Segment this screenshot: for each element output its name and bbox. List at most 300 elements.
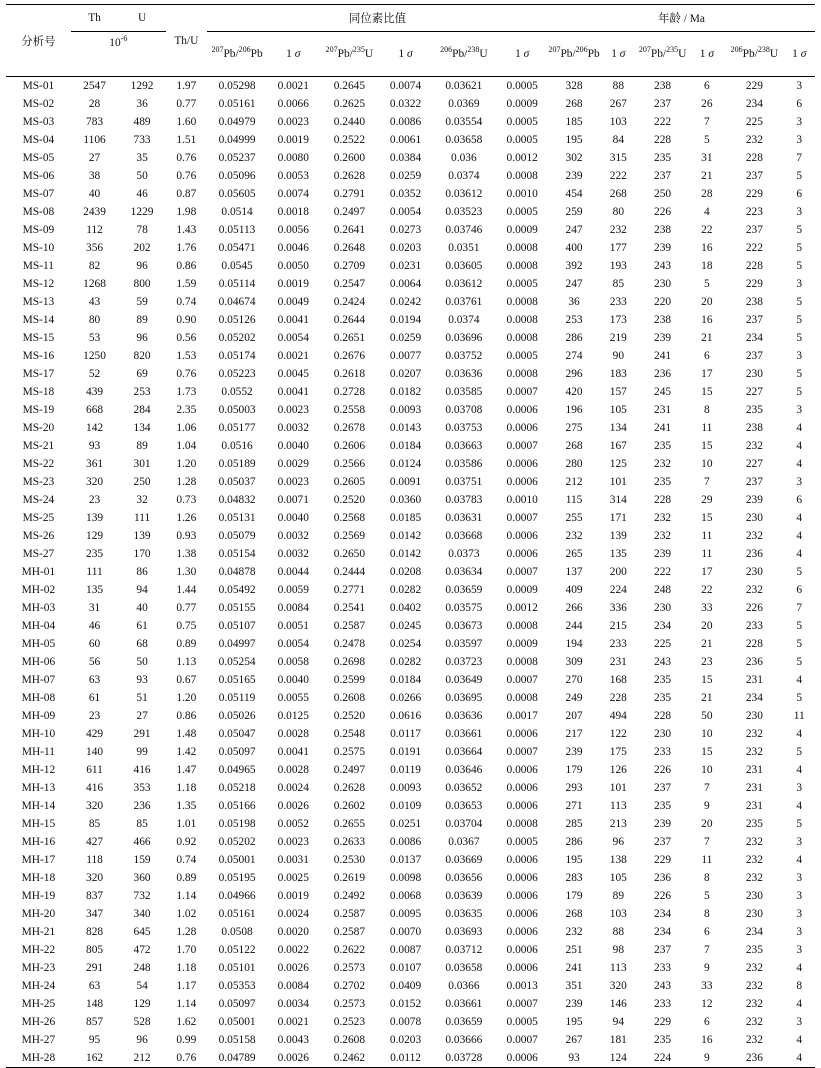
- u-ppm: 236: [133, 800, 151, 812]
- age-pb206-u238: 237: [745, 224, 763, 236]
- age-pb207-u235-sigma: 5: [704, 890, 710, 902]
- pb207-pb206: 0.05492: [218, 584, 256, 596]
- age-pb207-pb206: 409: [565, 584, 583, 596]
- age-pb206-u238: 231: [745, 674, 763, 686]
- pb207-u235-sigma: 0.0360: [389, 494, 422, 506]
- pb207-pb206: 0.05298: [218, 80, 256, 92]
- age-pb206-u238: 229: [745, 188, 763, 200]
- th-u-ratio: 1.47: [176, 764, 197, 776]
- pb206-u238-sigma: 0.0006: [506, 530, 538, 542]
- pb207-pb206-sigma: 0.0056: [277, 224, 309, 236]
- pb207-u235: 0.2497: [333, 764, 366, 776]
- pb206-u238: 0.0351: [448, 242, 480, 254]
- pb207-u235-sigma: 0.0109: [389, 800, 422, 812]
- age-pb207-u235: 220: [654, 296, 672, 308]
- pb207-pb206: 0.05003: [218, 404, 256, 416]
- pb206-u238: 0.03554: [445, 116, 483, 128]
- table-row: [6, 653, 815, 671]
- pb207-pb206-sigma: 0.0054: [277, 638, 309, 650]
- age-pb207-u235-sigma: 6: [704, 80, 710, 92]
- pb206-u238-sigma: 0.0013: [506, 980, 538, 992]
- pb206-u238-sigma: 0.0007: [506, 566, 538, 578]
- pb207-u235-sigma: 0.0259: [389, 332, 422, 344]
- pb206-u238: 0.03704: [445, 818, 483, 830]
- sample-id: MH-07: [21, 674, 56, 686]
- pb206-u238: 0.03575: [445, 602, 483, 614]
- pb207-u235: 0.2606: [333, 440, 366, 452]
- th-u-ratio: 1.02: [176, 908, 197, 920]
- age-pb207-u235-sigma: 21: [701, 332, 713, 344]
- age-pb206-u238-sigma: 4: [796, 998, 803, 1010]
- th-u-ratio: 1.01: [176, 818, 197, 830]
- th-ppm: 1268: [83, 278, 106, 290]
- table-row: [6, 959, 815, 977]
- sample-id: MS-16: [22, 350, 55, 362]
- pb206-u238: 0.03646: [445, 764, 483, 776]
- age-pb207-pb206-sigma: 84: [612, 134, 625, 146]
- pb206-u238: 0.03612: [445, 188, 483, 200]
- pb206-u238-sigma: 0.0006: [506, 854, 538, 866]
- age-pb207-pb206: 195: [565, 1016, 583, 1028]
- table-row: [6, 365, 815, 383]
- th-ppm: 427: [86, 836, 104, 848]
- age-pb206-u238: 232: [745, 1016, 763, 1028]
- age-pb207-u235: 243: [654, 656, 672, 668]
- pb206-u238: 0.03636: [445, 710, 483, 722]
- pb206-u238: 0.03673: [445, 620, 483, 632]
- th-ppm: 60: [88, 638, 101, 650]
- pb206-u238: 0.03605: [445, 260, 483, 272]
- th-u-ratio: 0.93: [176, 530, 197, 542]
- pb207-u235-sigma: 0.0203: [389, 242, 422, 254]
- table-row: [6, 689, 815, 707]
- age-pb207-pb206: 259: [565, 206, 583, 218]
- th-u-ratio: 1.51: [176, 134, 197, 146]
- u-ppm: 86: [136, 566, 148, 578]
- age-pb206-u238-sigma: 3: [796, 926, 803, 938]
- th-ppm: 805: [86, 944, 104, 956]
- age-pb207-u235-sigma: 33: [701, 602, 713, 614]
- age-pb207-u235-sigma: 17: [701, 566, 713, 578]
- age-pb206-u238: 232: [745, 746, 763, 758]
- age-pb207-u235: 236: [654, 368, 672, 380]
- table-row: [6, 779, 815, 797]
- age-pb207-pb206-sigma: 213: [609, 818, 627, 830]
- pb207-u235-sigma: 0.0352: [389, 188, 422, 200]
- th-ppm: 139: [86, 512, 104, 524]
- pb206-u238-sigma: 0.0012: [506, 152, 538, 164]
- age-pb206-u238: 232: [745, 1034, 763, 1046]
- pb207-u235: 0.2492: [333, 890, 366, 902]
- table-row: [6, 221, 815, 239]
- pb207-u235-sigma: 0.0208: [389, 566, 422, 578]
- age-pb206-u238: 232: [745, 854, 763, 866]
- th-ppm: 95: [88, 1034, 101, 1046]
- age-pb207-u235: 225: [654, 638, 672, 650]
- pb206-u238-sigma: 0.0006: [506, 422, 538, 434]
- pb207-u235: 0.2709: [333, 260, 366, 272]
- age-pb207-u235-sigma: 22: [701, 584, 713, 596]
- age-pb207-u235-sigma: 50: [701, 710, 713, 722]
- th-u-ratio: 0.67: [176, 674, 197, 686]
- age-pb207-pb206-sigma: 90: [612, 350, 625, 362]
- table-row: [6, 257, 815, 275]
- sample-id: MH-01: [21, 566, 56, 578]
- pb207-u235-sigma: 0.0142: [389, 548, 422, 560]
- pb206-u238: 0.03669: [445, 854, 483, 866]
- age-pb207-u235-sigma: 10: [701, 458, 713, 470]
- th-ppm: 1250: [83, 350, 106, 362]
- th-ppm: 31: [88, 602, 101, 614]
- th-ppm: 23: [88, 494, 101, 506]
- pb206-u238-sigma: 0.0012: [506, 602, 538, 614]
- age-pb206-u238-sigma: 4: [796, 458, 803, 470]
- pb206-u238-sigma: 0.0008: [506, 620, 538, 632]
- pb207-u235: 0.2444: [333, 566, 366, 578]
- pb207-pb206-sigma: 0.0026: [267, 1049, 319, 1068]
- pb207-u235-sigma: 0.0409: [389, 980, 422, 992]
- age-pb207-pb206: 268: [565, 98, 583, 110]
- u-ppm: 472: [133, 944, 151, 956]
- age-pb207-pb206: 293: [565, 782, 583, 794]
- table-row: [6, 545, 815, 563]
- pb207-pb206-sigma: 0.0026: [277, 800, 309, 812]
- pb207-pb206-sigma: 0.0023: [277, 836, 309, 848]
- pb207-u235: 0.2547: [333, 278, 366, 290]
- pb206-u238: 0.03585: [445, 386, 483, 398]
- th-u-ratio: 1.62: [176, 1016, 197, 1028]
- pb206-u238: 0.03621: [445, 80, 483, 92]
- age-pb206-u238: 232: [745, 980, 763, 992]
- age-pb207-pb206: 275: [565, 422, 583, 434]
- age-pb206-u238-sigma: 4: [784, 1049, 815, 1068]
- age-pb207-pb206-sigma: 138: [609, 854, 627, 866]
- age-pb207-pb206: 195: [565, 134, 583, 146]
- age-pb207-pb206-sigma: 193: [609, 260, 627, 272]
- sample-id: MH-19: [21, 890, 56, 902]
- th-u-ratio: 1.70: [176, 944, 197, 956]
- u-ppm: 32: [136, 494, 148, 506]
- age-pb207-u235-sigma: 6: [704, 926, 710, 938]
- pb207-pb206-sigma: 0.0023: [277, 116, 309, 128]
- age-pb207-u235: 232: [654, 458, 672, 470]
- table-body: [6, 77, 815, 1068]
- u-ppm: 111: [133, 512, 151, 524]
- pb206-u238: 0.03658: [445, 134, 483, 146]
- table-row: [6, 167, 815, 185]
- table-row: [6, 905, 815, 923]
- table-row: [6, 617, 815, 635]
- sample-id: MS-23: [22, 476, 55, 488]
- age-pb207-pb206-sigma: 105: [609, 404, 627, 416]
- pb207-pb206-sigma: 0.0055: [277, 692, 309, 704]
- age-pb207-pb206: 309: [565, 656, 583, 668]
- pb207-pb206: 0.05198: [218, 818, 256, 830]
- col-a68-sigma: 1 σ: [784, 32, 815, 77]
- age-pb207-u235-sigma: 9: [704, 962, 710, 974]
- pb207-pb206: 0.04965: [218, 764, 256, 776]
- th-u-ratio: 0.92: [176, 836, 197, 848]
- th-u-ratio: 0.89: [176, 638, 197, 650]
- pb207-u235: 0.2628: [333, 170, 366, 182]
- sample-id: MS-07: [22, 188, 55, 200]
- th-ppm: 28: [88, 98, 101, 110]
- age-pb206-u238-sigma: 5: [796, 170, 803, 182]
- pb206-u238: 0.03695: [445, 692, 483, 704]
- th-u-ratio: 1.18: [176, 962, 197, 974]
- pb206-u238-sigma: 0.0006: [506, 404, 538, 416]
- pb206-u238: 0.0374: [448, 170, 480, 182]
- th-u-ratio: 0.74: [176, 854, 197, 866]
- age-pb207-pb206: 93: [548, 1049, 600, 1068]
- pb207-u235-sigma: 0.0119: [390, 764, 421, 776]
- sample-id: MS-10: [22, 242, 55, 254]
- col-a76-sigma: 1 σ: [600, 32, 637, 77]
- age-pb207-pb206: 266: [565, 602, 583, 614]
- table-row: [6, 95, 815, 113]
- pb207-pb206: 0.0545: [221, 260, 253, 272]
- pb206-u238-sigma: 0.0009: [506, 224, 538, 236]
- age-pb207-pb206: 286: [565, 332, 583, 344]
- th-ppm: 63: [88, 980, 101, 992]
- pb206-u238: 0.0367: [448, 836, 480, 848]
- age-pb207-pb206: 274: [565, 350, 583, 362]
- pb207-pb206-sigma: 0.0041: [277, 746, 309, 758]
- age-pb207-u235-sigma: 7: [704, 476, 710, 488]
- pb207-u235: 0.2676: [333, 350, 366, 362]
- pb207-u235-sigma: 0.0107: [389, 962, 422, 974]
- age-pb206-u238: 227: [745, 386, 763, 398]
- pb207-u235-sigma: 0.0182: [389, 386, 422, 398]
- u-ppm: 416: [133, 764, 151, 776]
- pb207-u235: 0.2644: [333, 314, 366, 326]
- age-pb207-pb206: 239: [565, 998, 583, 1010]
- age-pb207-pb206: 196: [565, 404, 583, 416]
- pb206-u238-sigma: 0.0007: [506, 512, 538, 524]
- th-ppm: 361: [86, 458, 104, 470]
- th-ppm: 142: [86, 422, 104, 434]
- u-ppm: 360: [133, 872, 151, 884]
- age-pb206-u238-sigma: 3: [796, 80, 803, 92]
- u-ppm: 489: [133, 116, 151, 128]
- table-row: [6, 473, 815, 491]
- age-pb207-pb206: 251: [565, 944, 583, 956]
- th-u-ratio: 1.38: [176, 548, 197, 560]
- th-ppm: 82: [88, 260, 101, 272]
- pb207-pb206-sigma: 0.0052: [277, 818, 309, 830]
- age-pb206-u238-sigma: 5: [796, 260, 803, 272]
- sample-id: MS-20: [22, 422, 55, 434]
- pb207-pb206-sigma: 0.0019: [277, 134, 309, 146]
- age-pb207-u235-sigma: 5: [704, 278, 710, 290]
- pb206-u238: 0.03597: [445, 638, 483, 650]
- pb207-u235: 0.2573: [333, 962, 366, 974]
- age-pb207-pb206-sigma: 231: [609, 656, 627, 668]
- pb207-pb206: 0.04999: [218, 134, 256, 146]
- sample-id: MH-18: [21, 872, 56, 884]
- age-pb206-u238: 226: [745, 602, 763, 614]
- pb207-pb206: 0.05001: [218, 1016, 256, 1028]
- th-ppm: 56: [88, 656, 101, 668]
- pb206-u238: 0.03649: [445, 674, 483, 686]
- pb207-u235: 0.2497: [333, 206, 366, 218]
- pb206-u238: 0.03631: [445, 512, 483, 524]
- pb207-pb206-sigma: 0.0051: [277, 620, 309, 632]
- th-ppm: 2439: [83, 206, 106, 218]
- col-a76: $^{207}$Pb/$^{206}$Pb: [548, 32, 600, 77]
- th-ppm: 416: [86, 782, 104, 794]
- age-pb207-u235-sigma: 20: [701, 818, 713, 830]
- age-pb206-u238-sigma: 5: [796, 566, 803, 578]
- pb207-u235: 0.2641: [333, 224, 366, 236]
- age-pb207-pb206-sigma: 168: [609, 674, 627, 686]
- pb207-u235: 0.2558: [333, 404, 366, 416]
- pb207-u235-sigma: 0.0112: [380, 1049, 432, 1068]
- age-pb207-u235-sigma: 21: [701, 638, 713, 650]
- th-ppm: 828: [86, 926, 104, 938]
- sample-id: MH-24: [21, 980, 56, 992]
- table-row: [6, 995, 815, 1013]
- age-pb207-pb206-sigma: 103: [609, 908, 627, 920]
- age-pb206-u238-sigma: 4: [796, 674, 803, 686]
- pb207-pb206: 0.05223: [218, 368, 256, 380]
- pb206-u238-sigma: 0.0005: [506, 116, 538, 128]
- pb207-u235-sigma: 0.0231: [389, 260, 422, 272]
- th-ppm: 356: [86, 242, 104, 254]
- age-pb206-u238-sigma: 5: [796, 296, 803, 308]
- age-pb207-u235: 226: [654, 206, 672, 218]
- age-pb206-u238: 237: [745, 314, 763, 326]
- u-ppm: 36: [136, 98, 148, 110]
- pb207-u235-sigma: 0.0124: [389, 458, 422, 470]
- age-pb207-pb206: 249: [565, 692, 583, 704]
- table-row: [6, 815, 815, 833]
- age-pb207-pb206-sigma: 125: [609, 458, 627, 470]
- age-pb206-u238: 229: [745, 278, 763, 290]
- sample-id: MS-17: [22, 368, 55, 380]
- age-pb207-u235: 230: [654, 728, 672, 740]
- pb206-u238-sigma: 0.0009: [506, 638, 538, 650]
- pb207-pb206: 0.05037: [218, 476, 256, 488]
- age-pb206-u238-sigma: 5: [796, 224, 803, 236]
- pb207-u235-sigma: 0.0194: [389, 314, 422, 326]
- u-ppm: 99: [136, 746, 148, 758]
- pb207-pb206: 0.05202: [218, 332, 256, 344]
- age-pb207-u235: 228: [654, 134, 672, 146]
- sample-id: MH-28: [6, 1049, 71, 1068]
- age-pb206-u238: 235: [745, 404, 763, 416]
- th-ppm: 148: [86, 998, 104, 1010]
- pb206-u238-sigma: 0.0006: [506, 458, 538, 470]
- th-u-ratio: 1.42: [176, 746, 197, 758]
- age-pb207-u235: 243: [654, 980, 672, 992]
- age-pb206-u238-sigma: 4: [796, 854, 803, 866]
- table-row: [6, 419, 815, 437]
- pb207-u235: 0.2622: [333, 944, 366, 956]
- pb207-u235: 0.2573: [333, 998, 366, 1010]
- table-row: [6, 401, 815, 419]
- pb207-u235: 0.2587: [333, 908, 366, 920]
- col-a68: $^{206}$Pb/$^{238}$U: [725, 32, 783, 77]
- conc-unit: [71, 32, 166, 55]
- age-pb207-pb206: 195: [565, 854, 583, 866]
- age-pb207-u235-sigma: 20: [701, 620, 713, 632]
- age-pb207-pb206: 179: [565, 890, 583, 902]
- age-pb206-u238-sigma: 3: [796, 872, 803, 884]
- u-ppm: 35: [136, 152, 148, 164]
- age-pb207-pb206: 265: [565, 548, 583, 560]
- u-ppm: 202: [133, 242, 151, 254]
- th-u-ratio: 0.86: [176, 710, 197, 722]
- pb206-u238: 0.03668: [445, 530, 483, 542]
- age-pb206-u238: 232: [745, 440, 763, 452]
- pb207-pb206-sigma: 0.0025: [277, 872, 309, 884]
- age-pb206-u238: 228: [745, 638, 763, 650]
- age-pb207-pb206-sigma: 232: [609, 224, 627, 236]
- pb207-u235: 0.2587: [333, 926, 366, 938]
- pb206-u238-sigma: 0.0006: [506, 476, 538, 488]
- pb207-pb206: 0.05161: [218, 98, 256, 110]
- col-r76-sigma: 1 σ: [267, 32, 319, 77]
- table-row: [6, 941, 815, 959]
- table-row: [6, 77, 815, 96]
- pb207-pb206: 0.05131: [218, 512, 256, 524]
- age-pb207-u235: 234: [654, 908, 672, 920]
- age-pb206-u238-sigma: 3: [796, 890, 803, 902]
- pb207-pb206-sigma: 0.0021: [277, 1016, 309, 1028]
- group-isotope-ratios: 同位素比值: [207, 5, 548, 32]
- pb207-pb206-sigma: 0.0049: [277, 296, 309, 308]
- pb206-u238-sigma: 0.0008: [506, 692, 538, 704]
- age-pb206-u238: 225: [745, 116, 763, 128]
- col-r68-sigma: 1 σ: [496, 32, 548, 77]
- age-pb206-u238: 228: [745, 152, 763, 164]
- pb207-pb206: 0.05189: [218, 458, 256, 470]
- pb206-u238-sigma: 0.0005: [506, 278, 538, 290]
- sample-id: MH-11: [21, 746, 55, 758]
- col-a75-sigma: 1 σ: [689, 32, 726, 77]
- pb207-pb206-sigma: 0.0032: [277, 548, 309, 560]
- pb207-pb206-sigma: 0.0028: [277, 728, 309, 740]
- age-pb207-u235-sigma: 26: [701, 98, 713, 110]
- pb207-u235: 0.2619: [333, 872, 366, 884]
- age-pb206-u238-sigma: 3: [796, 782, 803, 794]
- pb206-u238-sigma: 0.0005: [506, 350, 538, 362]
- age-pb206-u238-sigma: 6: [796, 98, 803, 110]
- table-row: [6, 977, 815, 995]
- th-u-ratio: 0.76: [166, 1049, 207, 1068]
- pb206-u238-sigma: 0.0008: [506, 818, 538, 830]
- th-u-ratio: 1.35: [176, 800, 197, 812]
- pb207-pb206: 0.04789: [207, 1049, 267, 1068]
- th-ppm: 135: [86, 584, 104, 596]
- age-pb207-u235: 245: [654, 386, 672, 398]
- pb207-pb206-sigma: 0.0040: [277, 512, 309, 524]
- age-pb206-u238-sigma: 5: [796, 692, 803, 704]
- pb207-u235-sigma: 0.0086: [389, 116, 422, 128]
- pb207-pb206-sigma: 0.0084: [277, 980, 309, 992]
- u-ppm: 291: [133, 728, 151, 740]
- col-u: U: [137, 12, 147, 24]
- pb207-pb206-sigma: 0.0023: [277, 476, 309, 488]
- pb207-u235: 0.2771: [333, 584, 366, 596]
- th-u-ratio: 0.74: [176, 296, 197, 308]
- th-u-ratio: 1.04: [176, 440, 197, 452]
- th-u-ratio: 1.98: [176, 206, 197, 218]
- age-pb207-u235-sigma: 28: [701, 188, 713, 200]
- age-pb207-u235-sigma: 8: [704, 404, 710, 416]
- u-ppm: 129: [133, 998, 151, 1010]
